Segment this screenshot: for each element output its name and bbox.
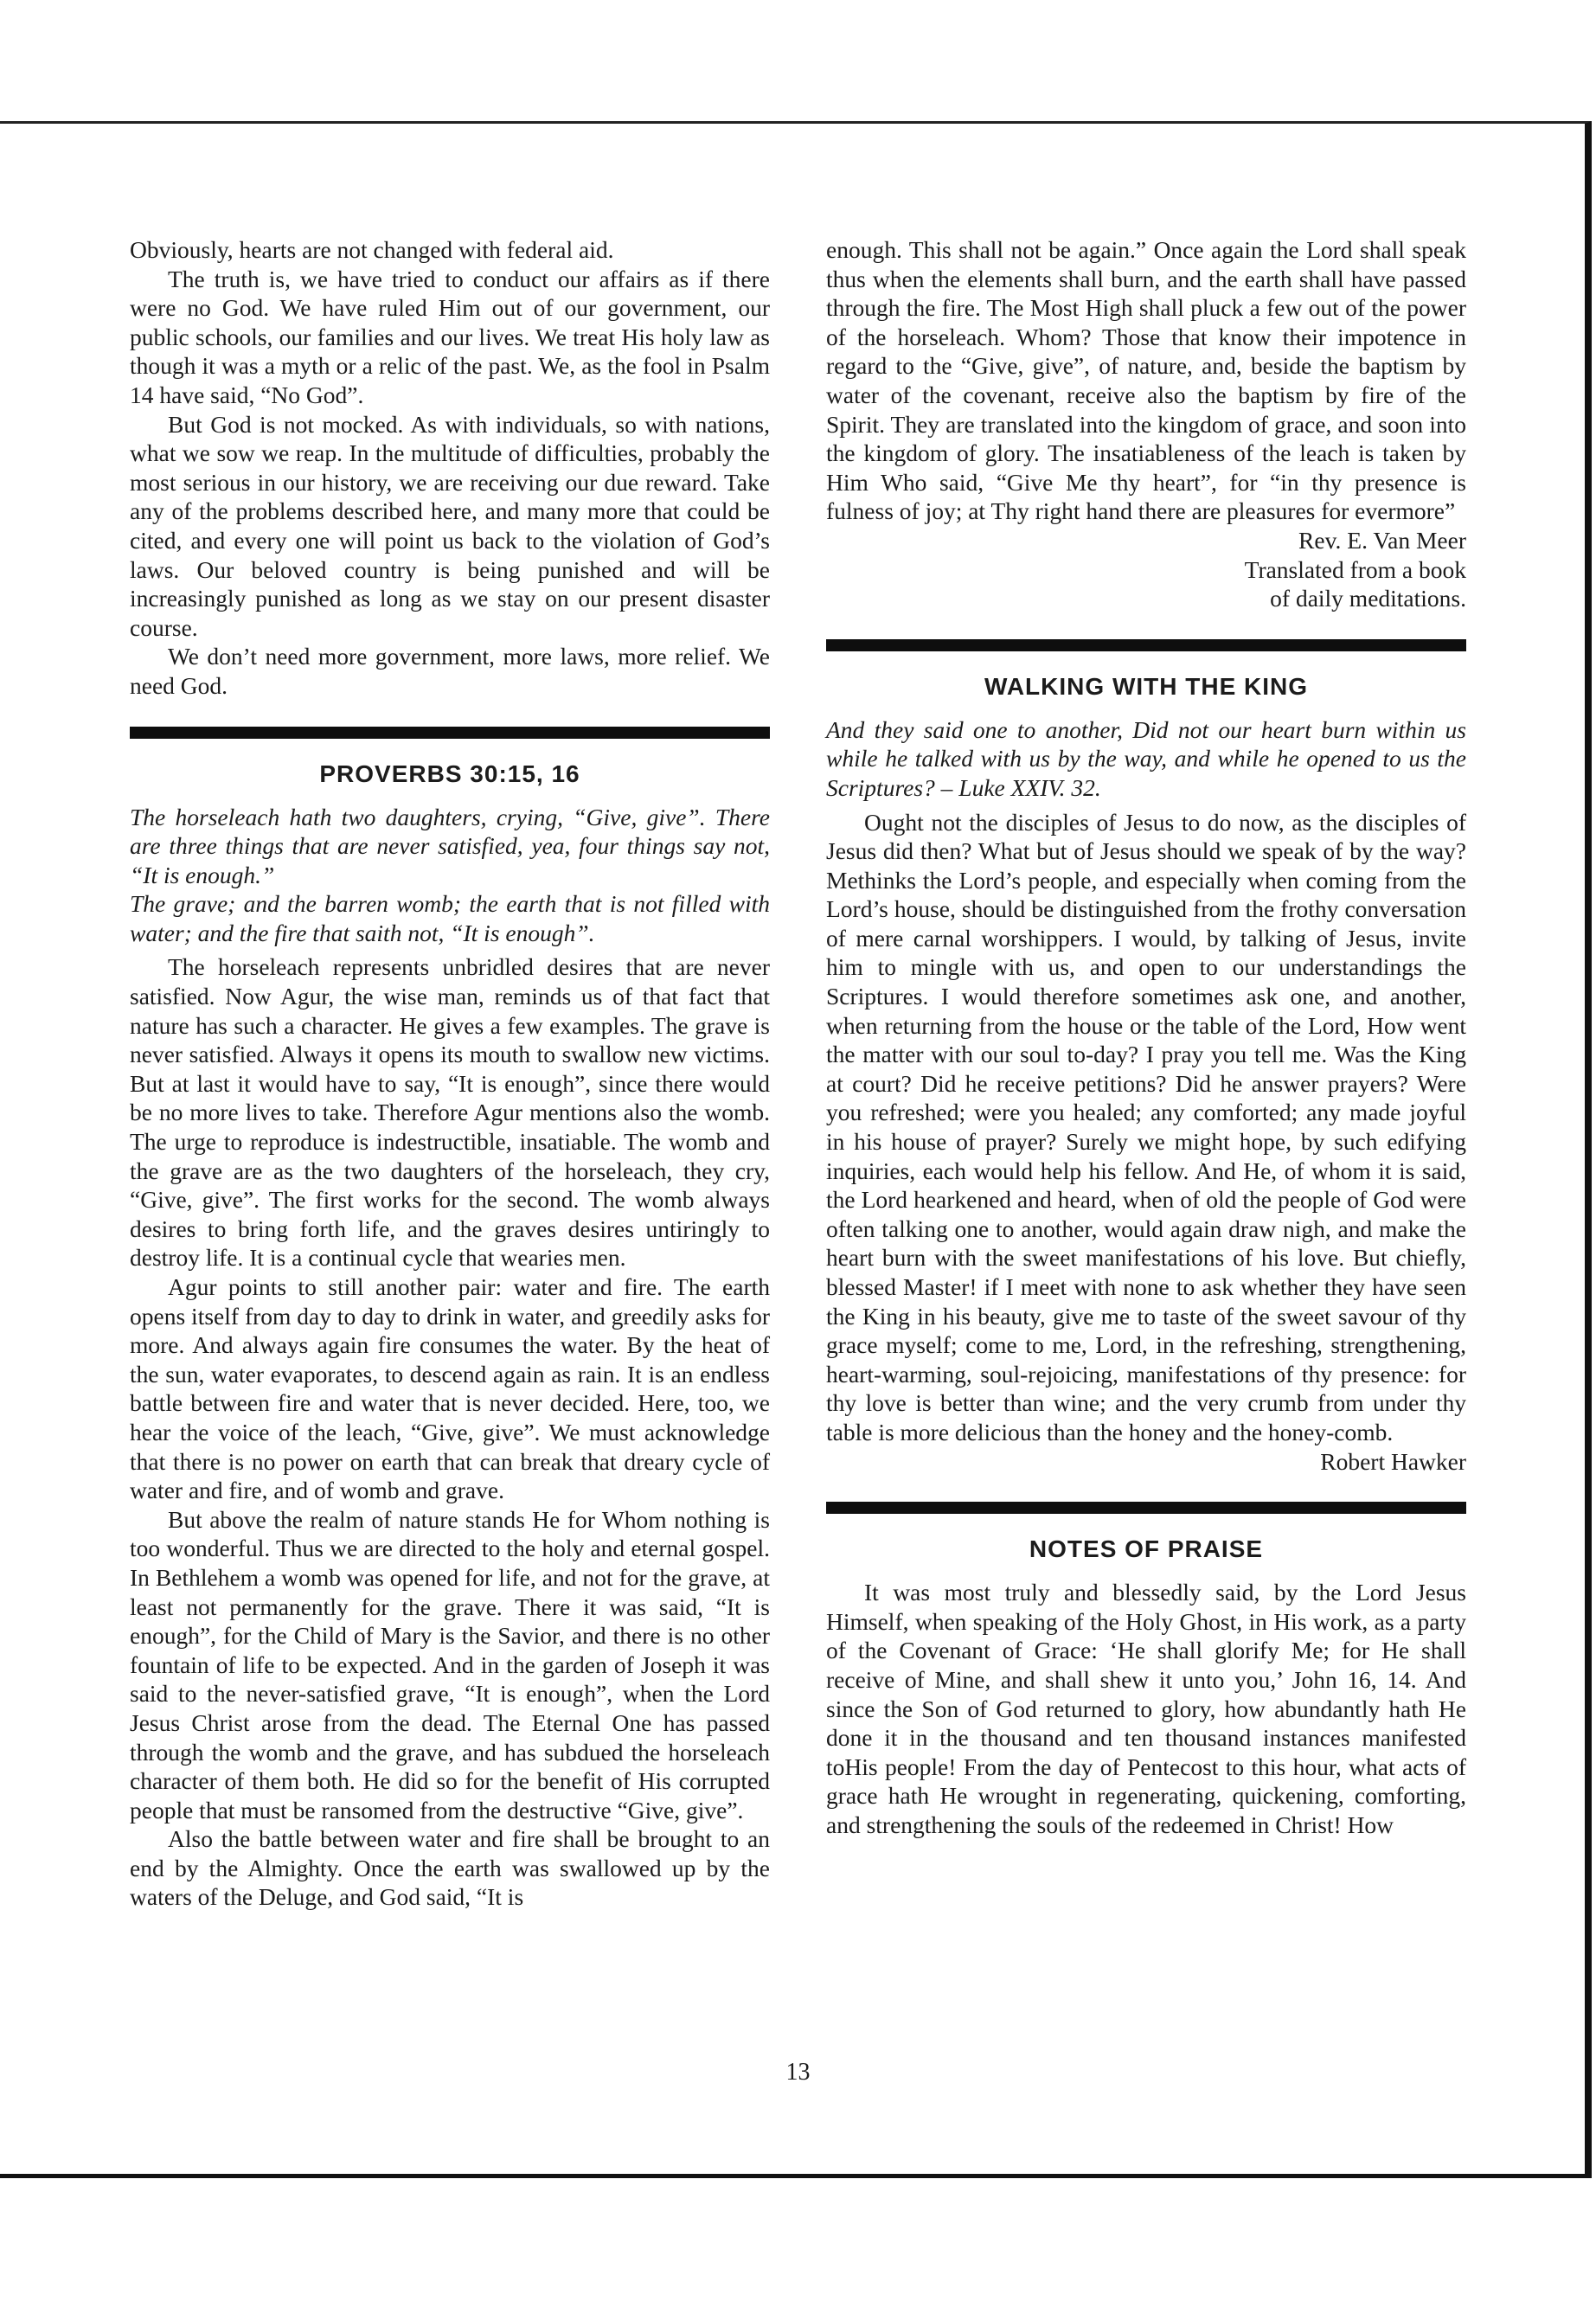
right-column [826, 235, 1466, 1840]
proverbs-heading: PROVERBS 30:15, 16 [319, 760, 580, 787]
intro-paragraph: We don’t need more government, more laws, more relief. We need God. [130, 643, 770, 699]
proverbs-paragraph: Agur points to still another pair: water and fire. The earth opens itself from day to day to drink in water, and greedily asks for more. And always again fire consumes the water. By the heat of the sun, water evaporates, to descend again as rain. It is an endless battle between fire and water that is never decided. Here, too, we hear the voice of the leach, “Give, give”. We must acknowledge that there is no power on earth that can break that dreary cycle of water and fire, and of womb and grave. [130, 1273, 770, 1504]
praise-heading: NOTES OF PRAISE [1029, 1535, 1264, 1563]
signature-line: of daily meditations. [1270, 585, 1466, 612]
praise-paragraph: It was most truly and blessedly said, by the Lord Jesus Himself, when speaking of the Holy Ghost, in His work, as a party of the Covenant of Grace: ‘He shall glorify Me; for He shall receive of Mine, and shall shew it unto you,’ John 16, 14. And since the Son of God returned to glory, how abundantly hath He done it in the thousand and ten thousand instances manifested toHis people! From the day of Pentecost to this hour, what acts of grace hath He wrought in regenerating, quickening, comforting, and strengthening the souls of the redeemed in Christ! How [826, 1579, 1466, 1838]
proverbs-paragraph: The horseleach represents unbridled desires that are never satisfied. Now Agur, the wise man, reminds us of that fact that nature has such a character. He gives a few examples. The grave is never satisfied. Always it opens its mouth to swallow new victims. But at last it would have to say, “It is enough”, since there would be no more lives to take. Therefore Agur mentions also the womb. The urge to reproduce is indestructible, insatiable. The womb and the grave are as the two daughters of the horseleach, they cry, “Give, give”. The first works for the second. The womb always desires to bring forth life, and the graves desires untiringly to destroy life. It is a continual cycle that wearies men. [130, 953, 770, 1272]
proverbs-verse: The grave; and the barren womb; the earth that is not filled with water; and the fire that saith not, “It is enough”. [130, 890, 770, 946]
walking-heading: WALKING WITH THE KING [984, 672, 1309, 700]
walking-paragraph: Ought not the disciples of Jesus to do now, as the disciples of Jesus did then? What but of Jesus should we speak of by the way? Methinks the Lord’s people, and especially when coming from the Lord’s house, should be distinguished from the frothy conversation of mere carnal worshippers. I would, by talking of Jesus, invite him to mingle with us, and open to our understandings the Scriptures. I would therefore sometimes ask one, and another, when returning from the house or the table of the Lord, How went the matter with our soul to-day? I pray you tell me. Was the King at court? Did he receive petitions? Did he answer prayers? Were you refreshed; were you healed; any comforted; any made joyful in his house of prayer? Surely we might hope, by such edifying inquiries, each would help his fellow. And He, of whom it is said, the Lord hearkened and heard, when of old the people of God were often talking one to another, would again draw nigh, and make the heart burn with the sweet manifestations of his love. But chiefly, blessed Master! if I meet with none to ask whether they have seen the King in his beauty, give me to taste of the sweet savour of thy grace myself; come to me, Lord, in the refreshing, strengthening, heart-warming, soul-rejoicing, manifestations of thy presence: for thy love is better than wine; and the very crumb from under thy table is more delicious than the honey and the honey-comb. [826, 808, 1466, 1445]
continuation-paragraph: enough. This shall not be again.” Once again the Lord shall speak thus when the elements shall burn, and the earth shall have passed through the fire. The Most High shall pluck a few out of the power of the horseleach. Whom? Those that know their impotence in regard to the “Give, give”, of nature, and, beside the baptism by water of the covenant, receive also the baptism by fire of the Spirit. They are translated into the kingdom of grace, and soon into the kingdom of glory. The insatiableness of the leach is taken by Him Who said, “Give Me thy heart”, for “in thy presence is fulness of joy; at Thy right hand there are pleasures for evermore” [826, 236, 1466, 525]
intro-paragraph: The truth is, we have tried to conduct our affairs as if there were no God. We have ruled Him out of our government, our public schools, our families and our lives. We treat His holy law as though it was a myth or a relic of the past. We, as the fool in Psalm 14 have said, “No God”. [130, 265, 770, 408]
signature-line: Translated from a book [1244, 555, 1466, 583]
section-divider [130, 727, 770, 739]
proverbs-verse: The horseleach hath two daughters, crying, “Give, give”. There are three things that are never satisfied, yea, four things say not, “It is enough.” [130, 803, 770, 888]
walking-scripture: And they said one to another, Did not our heart burn within us while he talked with us by the way, and while he opened to us the Scriptures? – Luke XXIV. 32. [826, 715, 1466, 801]
section-divider [826, 639, 1466, 651]
left-column [130, 235, 770, 1912]
intro-paragraph: But God is not mocked. As with individuals, so with nations, what we sow we reap. In the multitude of difficulties, probably the most serious in our history, we are receiving our due reward. Take any of the problems described here, and many more that could be cited, and every one will point us back to the violation of God’s laws. Our beloved country is being punished and will be increasingly punished as long as we stay on our present disaster course. [130, 410, 770, 641]
signature-author: Rev. E. Van Meer [1298, 526, 1466, 554]
walking-author: Robert Hawker [1320, 1447, 1466, 1475]
section-divider [826, 1502, 1466, 1514]
proverbs-paragraph: But above the realm of nature stands He for Whom nothing is too wonderful. Thus we are directed to the holy and eternal gospel. In Bethlehem a womb was opened for life, and not for the grave, at least not permanently for the grave. There it was said, “It is enough”, for the Child of Mary is the Savior, and there is no other fountain of life to be expected. And in the garden of Joseph it was said to the never-satisfied grave, “It is enough”, when the Lord Jesus Christ arose from the dead. The Eternal One has passed through the womb and the grave, and has subdued the horseleach character of them both. He did so for the benefit of His corrupted people that must be ransomed from the destructive “Give, give”. [130, 1505, 770, 1823]
page-number: 13 [785, 2059, 811, 2086]
proverbs-paragraph: Also the battle between water and fire shall be brought to an end by the Almighty. Once the earth was swallowed up by the waters of the Deluge, and God said, “It is [130, 1825, 770, 1911]
intro-paragraph: Obviously, hearts are not changed with federal aid. [130, 236, 614, 263]
